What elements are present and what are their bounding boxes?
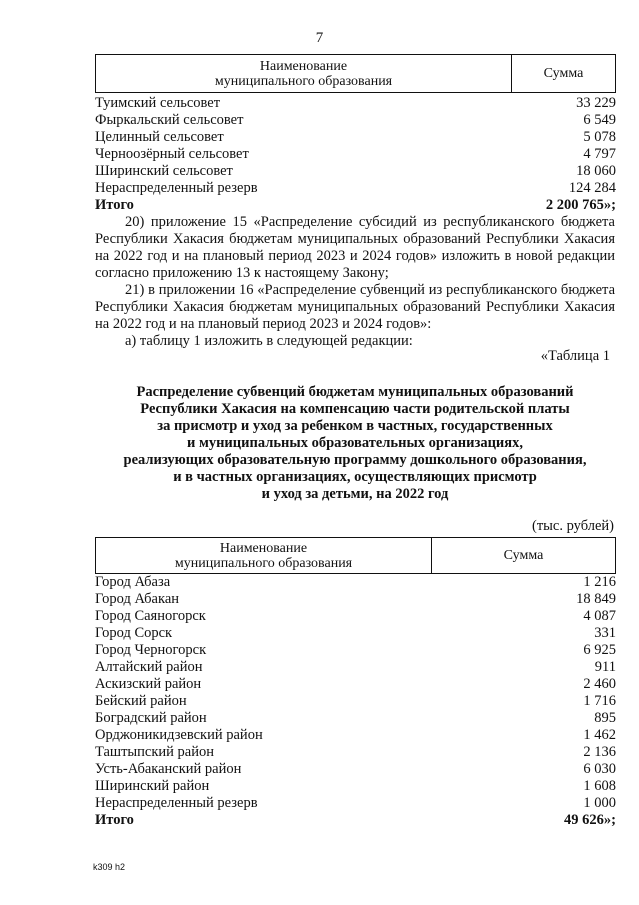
footer-code: k309 h2 — [93, 862, 126, 872]
table-row: Орджоникидзевский район 1 462 — [95, 727, 616, 743]
table-row: Ширинский район 1 608 — [95, 778, 616, 794]
table2-header-sum: Сумма — [432, 538, 616, 574]
table-row: Ширинский сельсовет 18 060 — [95, 163, 616, 179]
table-row: Алтайский район 911 — [95, 659, 616, 675]
table1-header-sum: Сумма — [512, 55, 616, 93]
table-row: Город Абаза 1 216 — [95, 574, 616, 590]
table1-header-name: Наименование муниципального образования — [96, 55, 512, 93]
table-row: Город Абакан 18 849 — [95, 591, 616, 607]
table-total-row: Итого 2 200 765»; — [95, 197, 616, 213]
table-row: Усть-Абаканский район 6 030 — [95, 761, 616, 777]
table-row: Фыркальский сельсовет 6 549 — [95, 112, 616, 128]
table-row: Черноозёрный сельсовет 4 797 — [95, 146, 616, 162]
table-row: Целинный сельсовет 5 078 — [95, 129, 616, 145]
amendment-text — [95, 214, 615, 350]
page-number: 7 — [315, 30, 324, 46]
units-label: (тыс. рублей) — [532, 518, 614, 534]
table2-header-name: Наименование муниципального образования — [96, 538, 432, 574]
table-row: Нераспределенный резерв 1 000 — [95, 795, 616, 811]
paragraph-20: 20) приложение 15 «Распределение субсидий из республиканского бюджета Республики Хакасия бюджетам муниципальных образований Республики Хакасия на 2022 год и на плановый период 2023 и 2024 годов» изложить в новой редакции согласно приложению 13 к настоящему Закону; — [95, 214, 615, 281]
table-row: Таштыпский район 2 136 — [95, 744, 616, 760]
table-row: Город Саяногорск 4 087 — [95, 608, 616, 624]
table-row: Город Черногорск 6 925 — [95, 642, 616, 658]
table-row: Нераспределенный резерв 124 284 — [95, 180, 616, 196]
table-reference: «Таблица 1 — [540, 348, 610, 364]
table-title: Распределение субвенций бюджетам муниципальных образований Республики Хакасия на компенсацию части родительской платы за присмотр и уход за ребенком в частных, государственных и муниципальных образовательных организациях, реализующих образовательную программу дошкольного образования, и в частных организациях, осуществляющих присмотр и уход за детьми, на 2022 год — [123, 384, 587, 502]
table-row: Город Сорск 331 — [95, 625, 616, 641]
paragraph-21: 21) в приложении 16 «Распределение субвенций из республиканского бюджета Республики Хакасия бюджетам муниципальных образований Республики Хакасия на 2022 год и на плановый период 2023 и 2024 годов»: — [95, 282, 615, 332]
paragraph-a: а) таблицу 1 изложить в следующей редакции: — [125, 333, 413, 349]
table-row: Боградский район 895 — [95, 710, 616, 726]
table2-header — [95, 537, 616, 574]
table-row: Аскизский район 2 460 — [95, 676, 616, 692]
table-row: Туимский сельсовет 33 229 — [95, 95, 616, 111]
table1-header — [95, 54, 616, 93]
table-row: Бейский район 1 716 — [95, 693, 616, 709]
table-total-row: Итого 49 626»; — [95, 812, 616, 828]
table2-body — [95, 574, 616, 829]
table1-body — [95, 95, 616, 214]
